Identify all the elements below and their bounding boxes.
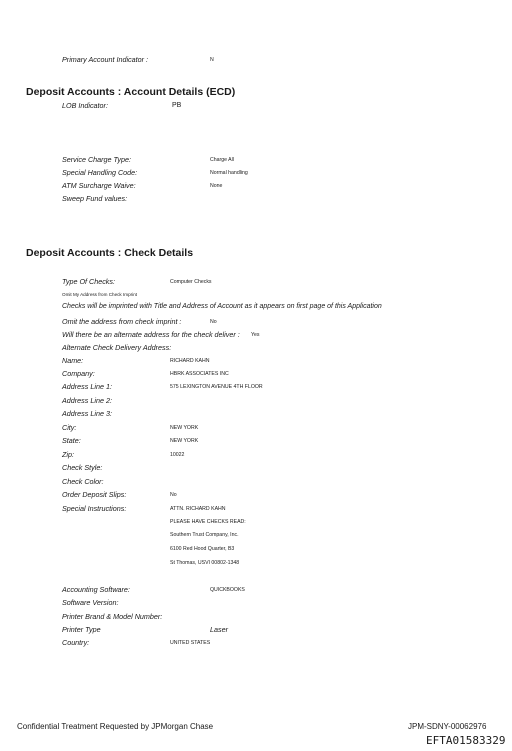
printer-brand-label: Printer Brand & Model Number: (62, 612, 163, 621)
printer-type-value: Laser (210, 625, 228, 634)
lob-indicator-label: LOB Indicator: (62, 101, 108, 110)
atm-surcharge-waive-value: None (210, 183, 223, 189)
accounting-software-label: Accounting Software: (62, 585, 130, 594)
country-label: Country: (62, 638, 90, 647)
alternate-address-label: Alternate Check Delivery Address: (62, 343, 172, 352)
special-handling-code-value: Normal handling (210, 170, 248, 176)
software-version-label: Software Version: (62, 598, 119, 607)
special-handling-code-label: Special Handling Code: (62, 168, 138, 177)
check-style-label: Check Style: (62, 463, 103, 472)
city-value: NEW YORK (170, 425, 199, 431)
name-label: Name: (62, 356, 84, 365)
special-instructions-line: St Thomas, USVI 00802-1348 (170, 560, 240, 566)
country-value: UNITED STATES (170, 640, 211, 646)
lob-indicator-value: PB (172, 102, 182, 109)
accounting-software-value: QUICKBOOKS (210, 587, 245, 593)
sweep-fund-values-label: Sweep Fund values: (62, 194, 128, 203)
address-line-1-label: Address Line 1: (62, 382, 112, 391)
special-instructions-label: Special Instructions: (62, 504, 127, 513)
type-of-checks-label: Type Of Checks: (62, 277, 115, 286)
primary-account-indicator-value: N (210, 57, 214, 63)
primary-account-indicator-label: Primary Account Indicator : (62, 55, 149, 64)
name-value: RICHARD KAHN (170, 358, 210, 364)
ecd-section-heading: Deposit Accounts : Account Details (ECD) (26, 86, 236, 98)
order-deposit-slips-value: No (170, 492, 177, 498)
zip-label: Zip: (62, 450, 74, 459)
printer-type-label: Printer Type (62, 625, 101, 634)
alternate-deliver-label: Will there be an alternate address for the check deliver : (62, 330, 240, 339)
address-line-1-value: 575 LEXINGTON AVENUE 4TH FLOOR (170, 384, 263, 390)
type-of-checks-value: Computer Checks (170, 279, 212, 285)
check-details-heading: Deposit Accounts : Check Details (26, 247, 194, 259)
company-label: Company: (62, 369, 95, 378)
omit-address-label: Omit the address from check imprint : (62, 317, 182, 326)
address-line-2-label: Address Line 2: (62, 396, 112, 405)
confidential-footer: Confidential Treatment Requested by JPMorgan Chase (17, 722, 214, 731)
service-charge-type-label: Service Charge Type: (62, 155, 131, 164)
special-instructions-line: ATTN. RICHARD KAHN (170, 506, 226, 512)
efta-number: EFTA01583329 (426, 734, 506, 747)
order-deposit-slips-label: Order Deposit Slips: (62, 490, 127, 499)
zip-value: 10022 (170, 452, 185, 458)
omit-my-address-note: Omit My Address from Check Imprint (62, 292, 138, 297)
special-instructions-line: PLEASE HAVE CHECKS READ: (170, 519, 246, 525)
company-value: HBRK ASSOCIATES INC (170, 371, 229, 377)
atm-surcharge-waive-label: ATM Surcharge Waive: (62, 181, 136, 190)
address-line-3-label: Address Line 3: (62, 409, 112, 418)
special-instructions-line: 6100 Red Hood Quarter, B3 (170, 546, 235, 552)
special-instructions-line: Southern Trust Company, Inc. (170, 532, 239, 538)
city-label: City: (62, 423, 77, 432)
state-label: State: (62, 436, 81, 445)
omit-address-value: No (210, 319, 217, 325)
check-color-label: Check Color: (62, 477, 104, 486)
state-value: NEW YORK (170, 438, 199, 444)
service-charge-type-value: Charge All (210, 157, 234, 163)
imprint-note: Checks will be imprinted with Title and Address of Account as it appears on first page of this Application (62, 303, 382, 310)
alternate-deliver-value: Yes (251, 332, 260, 338)
bates-number: JPM-SDNY-00062976 (408, 722, 487, 731)
